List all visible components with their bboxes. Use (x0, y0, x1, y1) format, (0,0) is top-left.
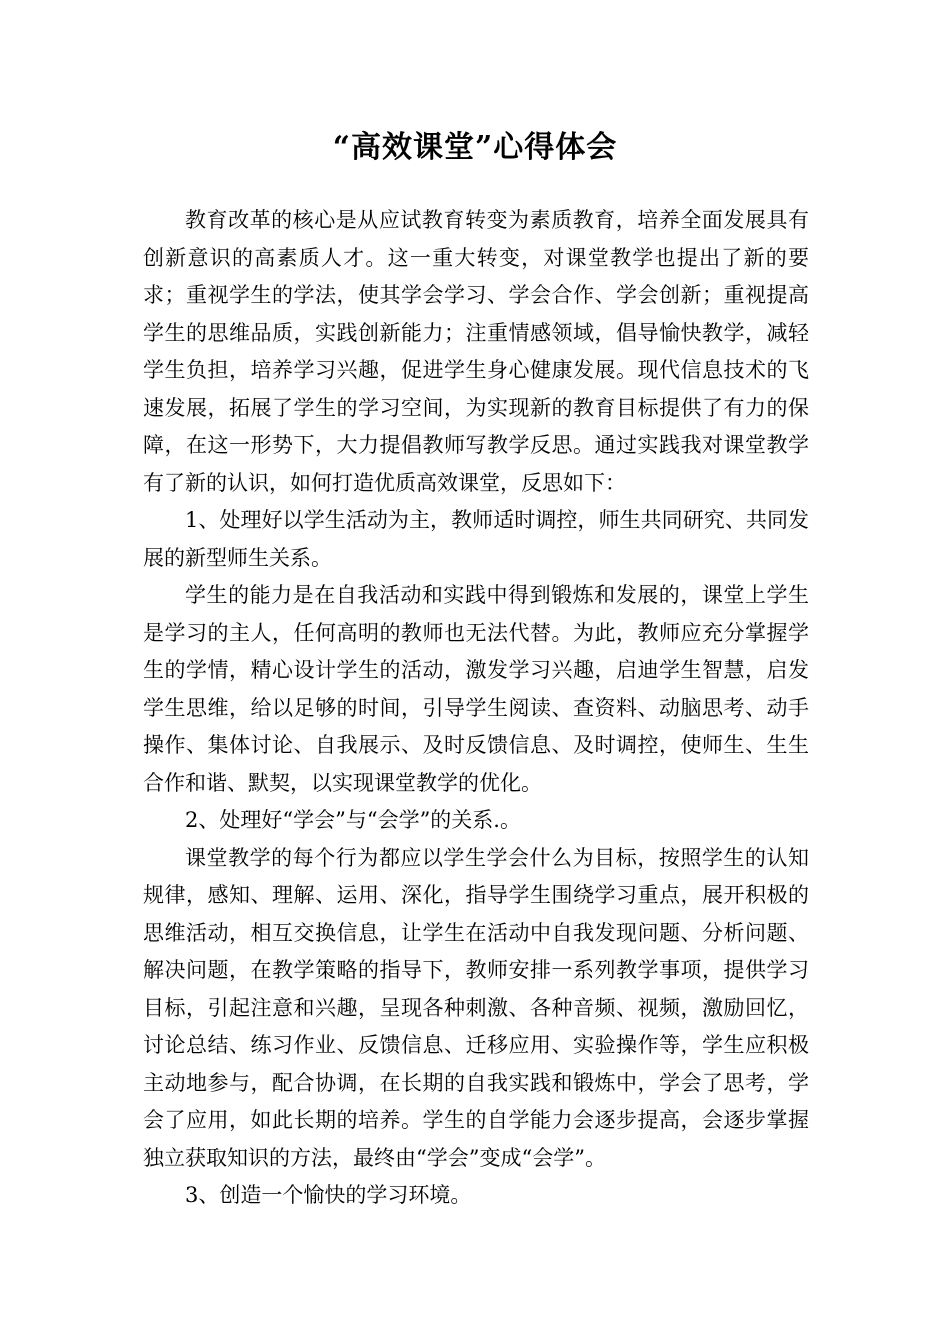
document-title: “高效课堂”心得体会 (332, 130, 618, 165)
document-body (143, 202, 809, 1215)
paragraph-point-1-body: 学生的能力是在自我活动和实践中得到锻炼和发展的，课堂上学生是学习的主人，任何高明的教师也无法代替。为此，教师应充分掌握学生的学情，精心设计学生的活动，激发学习兴趣，启迪学生智慧，启发学生思维，给以足够的时间，引导学生阅读、查资料、动脑思考、动手操作、集体讨论、自我展示、及时反馈信息、及时调控，使师生、生生合作和谐、默契，以实现课堂教学的优化。 (143, 583, 809, 795)
paragraph-point-2-body: 课堂教学的每个行为都应以学生学会什么为目标，按照学生的认知规律，感知、理解、运用、深化，指导学生围绕学习重点，展开积极的思维活动，相互交换信息，让学生在活动中自我发现问题、分析问题、解决问题，在教学策略的指导下，教师安排一系列教学事项，提供学习目标，引起注意和兴趣，呈现各种刺激、各种音频、视频，激励回忆，讨论总结、练习作业、反馈信息、迁移应用、实验操作等，学生应积极主动地参与，配合协调，在长期的自我实践和锻炼中，学会了思考，学会了应用，如此长期的培养。学生的自学能力会逐步提高，会逐步掌握独立获取知识的方法，最终由“学会”变成“会学”。 (143, 845, 809, 1170)
paragraph-point-3-heading: 3、创造一个愉快的学习环境。 (185, 1183, 472, 1207)
paragraph-point-2-heading: 2、处理好“学会”与“会学”的关系.。 (185, 808, 521, 832)
paragraph-intro: 教育改革的核心是从应试教育转变为素质教育，培养全面发展具有创新意识的高素质人才。这一重大转变，对课堂教学也提出了新的要求；重视学生的学法，使其学会学习、学会合作、学会创新；重视提高学生的思维品质，实践创新能力；注重情感领域，倡导愉快教学，减轻学生负担，培养学习兴趣，促进学生身心健康发展。现代信息技术的飞速发展，拓展了学生的学习空间，为实现新的教育目标提供了有力的保障，在这一形势下，大力提倡教师写教学反思。通过实践我对课堂教学有了新的认识，如何打造优质高效课堂，反思如下： (143, 208, 809, 495)
paragraph-point-1-heading: 1、处理好以学生活动为主，教师适时调控，师生共同研究、共同发展的新型师生关系。 (143, 508, 809, 570)
